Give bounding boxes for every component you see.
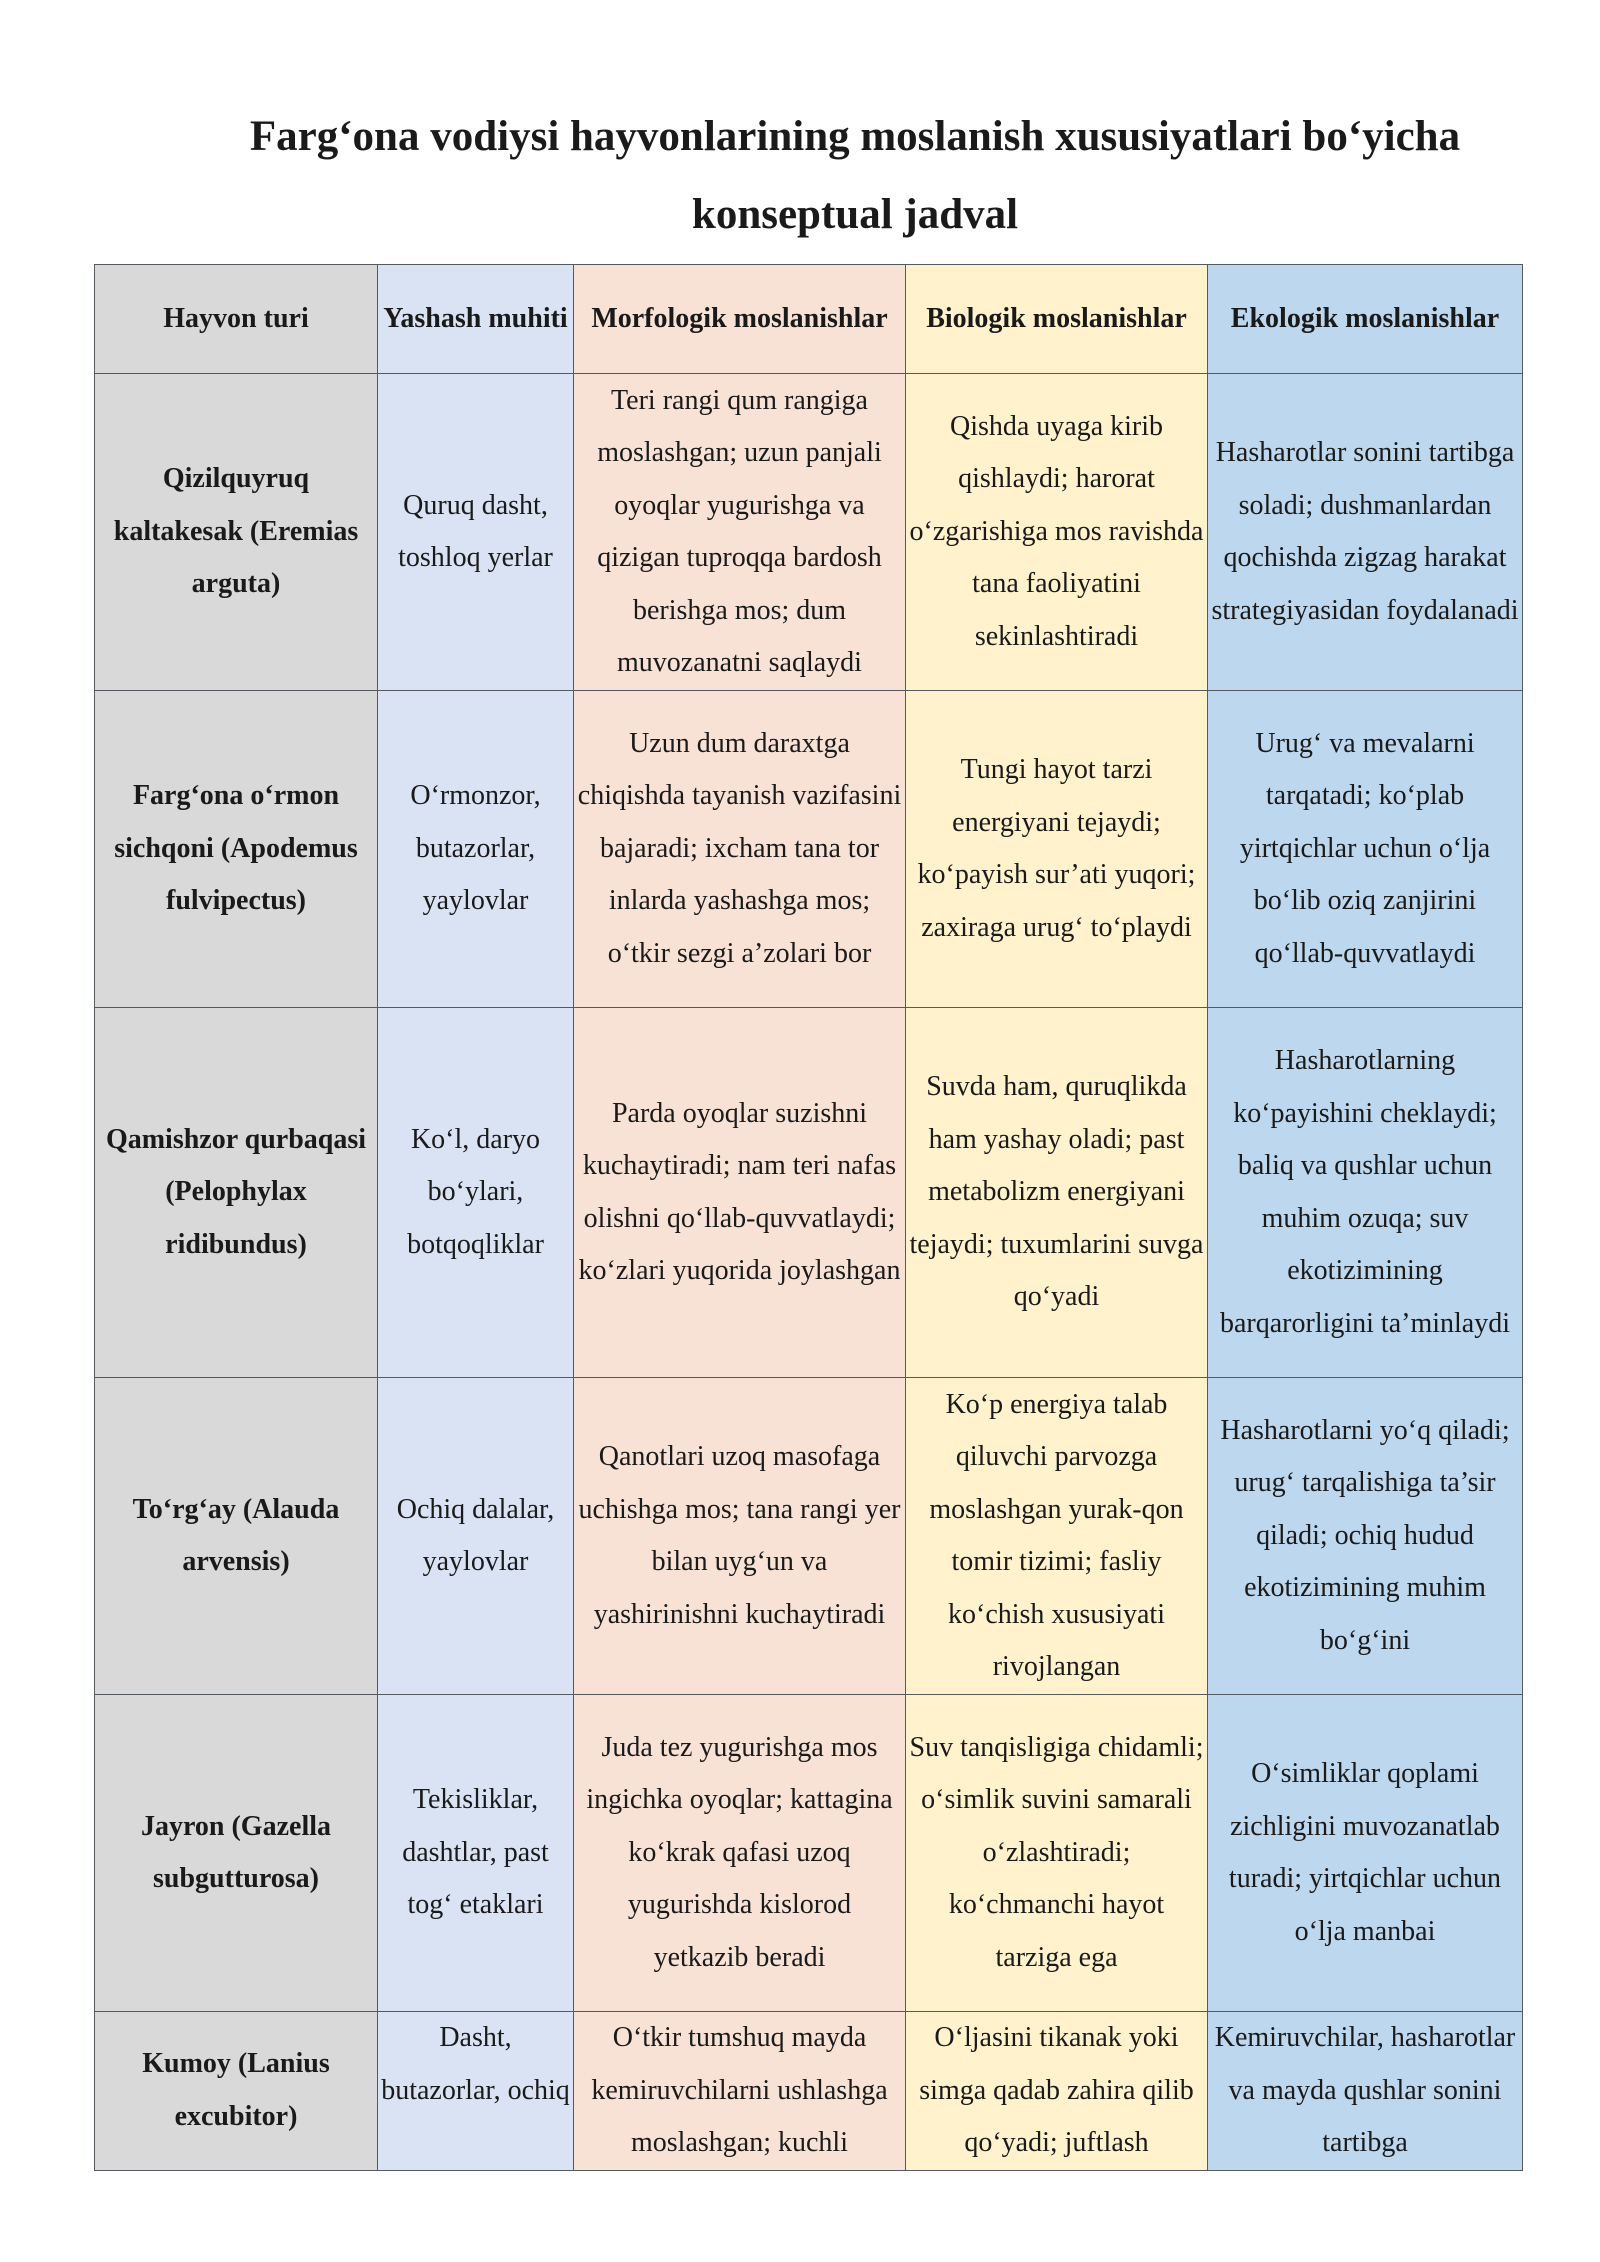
ecological-cell: O‘simliklar qoplami zichligini muvozanatlab turadi; yirtqichlar uchun o‘lja manbai bbox=[1208, 1695, 1523, 2012]
morphological-cell: Juda tez yugurishga mos ingichka oyoqlar; kattagina ko‘krak qafasi uzoq yugurishda kislorod yetkazib beradi bbox=[574, 1695, 906, 2012]
ecological-cell: Urug‘ va mevalarni tarqatadi; ko‘plab yirtqichlar uchun o‘lja bo‘lib oziq zanjirini qo‘llab-quvvatlaydi bbox=[1208, 691, 1523, 1008]
table-row bbox=[95, 374, 1523, 691]
habitat-cell: Ochiq dalalar, yaylovlar bbox=[378, 1378, 574, 1695]
ecological-cell: Hasharotlarning ko‘payishini cheklaydi; baliq va qushlar uchun muhim ozuqa; suv ekotizimining barqarorligini ta’minlaydi bbox=[1208, 1008, 1523, 1378]
morphological-cell: Qanotlari uzoq masofaga uchishga mos; tana rangi yer bilan uyg‘un va yashirinishni kuchaytiradi bbox=[574, 1378, 906, 1695]
header-animal-type: Hayvon turi bbox=[95, 265, 378, 374]
title-line-2: konseptual jadval bbox=[691, 191, 1019, 238]
animal-cell: Qamishzor qurbaqasi (Pelophylax ridibundus) bbox=[95, 1008, 378, 1378]
biological-cell: Ko‘p energiya talab qiluvchi parvozga moslashgan yurak-qon tomir tizimi; fasliy ko‘chish xususiyati rivojlangan bbox=[906, 1378, 1208, 1695]
table-row bbox=[95, 1378, 1523, 1695]
table-row bbox=[95, 691, 1523, 1008]
animal-cell: Kumoy (Lanius excubitor) bbox=[95, 2012, 378, 2171]
header-biological: Biologik moslanishlar bbox=[906, 265, 1208, 374]
ecological-cell: Hasharotlarni yo‘q qiladi; urug‘ tarqalishiga ta’sir qiladi; ochiq hudud ekotizimining muhim bo‘g‘ini bbox=[1208, 1378, 1523, 1695]
table-row bbox=[95, 1695, 1523, 2012]
adaptation-table bbox=[94, 264, 1523, 2171]
animal-cell: Jayron (Gazella subgutturosa) bbox=[95, 1695, 378, 2012]
title-line-1: Farg‘ona vodiysi hayvonlarining moslanish xususiyatlari bo‘yicha bbox=[249, 113, 1461, 160]
header-ecological: Ekologik moslanishlar bbox=[1208, 265, 1523, 374]
habitat-cell: Quruq dasht, toshloq yerlar bbox=[378, 374, 574, 691]
biological-cell: Suvda ham, quruqlikda ham yashay oladi; past metabolizm energiyani tejaydi; tuxumlarini suvga qo‘yadi bbox=[906, 1008, 1208, 1378]
biological-cell: Tungi hayot tarzi energiyani tejaydi; ko‘payish sur’ati yuqori; zaxiraga urug‘ to‘playdi bbox=[906, 691, 1208, 1008]
morphological-cell: Uzun dum daraxtga chiqishda tayanish vazifasini bajaradi; ixcham tana tor inlarda yashashga mos; o‘tkir sezgi a’zolari bor bbox=[574, 691, 906, 1008]
document-title bbox=[95, 98, 1600, 254]
table-header-row bbox=[95, 265, 1523, 374]
biological-cell: Suv tanqisligiga chidamli; o‘simlik suvini samarali o‘zlashtiradi; ko‘chmanchi hayot tarziga ega bbox=[906, 1695, 1208, 2012]
habitat-cell: Ko‘l, daryo bo‘ylari, botqoqliklar bbox=[378, 1008, 574, 1378]
habitat-cell: Dasht, butazorlar, ochiq bbox=[378, 2012, 574, 2171]
biological-cell: Qishda uyaga kirib qishlaydi; harorat o‘zgarishiga mos ravishda tana faoliyatini sekinlashtiradi bbox=[906, 374, 1208, 691]
animal-cell: To‘rg‘ay (Alauda arvensis) bbox=[95, 1378, 378, 1695]
animal-cell: Qizilquyruq kaltakesak (Eremias arguta) bbox=[95, 374, 378, 691]
header-morphological: Morfologik moslanishlar bbox=[574, 265, 906, 374]
habitat-cell: Tekisliklar, dashtlar, past tog‘ etaklari bbox=[378, 1695, 574, 2012]
table-row bbox=[95, 2012, 1523, 2171]
morphological-cell: Teri rangi qum rangiga moslashgan; uzun panjali oyoqlar yugurishga va qizigan tuproqqa bardosh berishga mos; dum muvozanatni saqlaydi bbox=[574, 374, 906, 691]
biological-cell: O‘ljasini tikanak yoki simga qadab zahira qilib qo‘yadi; juftlash bbox=[906, 2012, 1208, 2171]
morphological-cell: O‘tkir tumshuq mayda kemiruvchilarni ushlashga moslashgan; kuchli bbox=[574, 2012, 906, 2171]
habitat-cell: O‘rmonzor, butazorlar, yaylovlar bbox=[378, 691, 574, 1008]
ecological-cell: Kemiruvchilar, hasharotlar va mayda qushlar sonini tartibga bbox=[1208, 2012, 1523, 2171]
table-row bbox=[95, 1008, 1523, 1378]
ecological-cell: Hasharotlar sonini tartibga soladi; dushmanlardan qochishda zigzag harakat strategiyasidan foydalanadi bbox=[1208, 374, 1523, 691]
header-habitat: Yashash muhiti bbox=[378, 265, 574, 374]
animal-cell: Farg‘ona o‘rmon sichqoni (Apodemus fulvipectus) bbox=[95, 691, 378, 1008]
morphological-cell: Parda oyoqlar suzishni kuchaytiradi; nam teri nafas olishni qo‘llab-quvvatlaydi; ko‘zlari yuqorida joylashgan bbox=[574, 1008, 906, 1378]
